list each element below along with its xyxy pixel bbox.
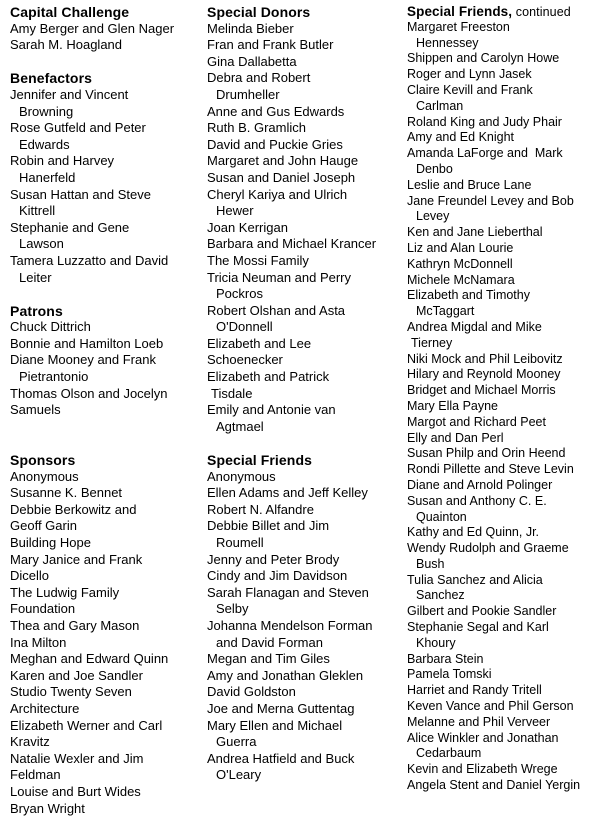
donor-name xyxy=(207,104,405,121)
donor-name-continuation xyxy=(10,270,206,287)
donor-name xyxy=(407,604,601,620)
donor-name-text: Rondi Pillette and Steve Levin xyxy=(407,462,574,477)
donor-name xyxy=(407,130,601,146)
donor-name-text: The Ludwig Family xyxy=(10,584,120,600)
donor-name-text: Robin and Harvey xyxy=(10,153,115,169)
donor-name xyxy=(407,731,601,747)
donor-name-continuation xyxy=(207,601,405,618)
donor-name xyxy=(407,399,601,415)
donor-name xyxy=(207,70,405,87)
donor-name-text: Architecture xyxy=(10,700,80,716)
donor-name xyxy=(407,620,601,636)
donor-name-continuation-text: O'Donnell xyxy=(216,319,273,335)
donor-name-continuation-text: Browning xyxy=(19,103,74,119)
donor-name-continuation xyxy=(207,386,405,403)
donor-name-continuation-text: Kittrell xyxy=(19,203,56,219)
donor-name-continuation xyxy=(407,162,601,178)
donor-name xyxy=(10,336,206,353)
donor-name-text: Meghan and Edward Quinn xyxy=(10,651,169,667)
donor-name-text: Keven Vance and Phil Gerson xyxy=(407,699,574,714)
donor-name-continuation-text: Khoury xyxy=(416,635,456,650)
spacer xyxy=(10,435,206,452)
donor-name-continuation-text: Bush xyxy=(416,556,445,571)
donor-name xyxy=(407,478,601,494)
donor-name-continuation xyxy=(407,304,601,320)
donor-name xyxy=(207,502,405,519)
donor-name-text: Leslie and Bruce Lane xyxy=(407,177,532,192)
donor-name xyxy=(207,187,405,204)
donor-name xyxy=(207,651,405,668)
donor-name xyxy=(207,303,405,320)
donor-name xyxy=(407,83,601,99)
donor-name-text: Stephanie and Gene xyxy=(10,219,130,235)
donor-name-text: Robert N. Alfandre xyxy=(207,501,314,517)
donor-name-text: Thea and Gary Mason xyxy=(10,617,140,633)
donor-name-text: Andrea Migdal and Mike xyxy=(407,319,542,334)
donor-name xyxy=(407,178,601,194)
section-header-text: Capital Challenge xyxy=(10,4,130,20)
donor-name-continuation-text: O'Leary xyxy=(216,767,262,783)
donor-name xyxy=(207,369,405,386)
donor-name xyxy=(10,153,206,170)
donor-name-text: Debbie Billet and Jim xyxy=(207,518,330,534)
donor-name-text: Elizabeth and Patrick xyxy=(207,369,330,385)
spacer xyxy=(10,286,206,303)
donor-name-text: Jane Freundel Levey and Bob xyxy=(407,193,574,208)
spacer xyxy=(10,419,206,436)
donor-name-text: Kathryn McDonnell xyxy=(407,256,513,271)
donor-name xyxy=(407,225,601,241)
donor-name-continuation-text: Carlman xyxy=(416,98,464,113)
donor-name-text: Jennifer and Vincent xyxy=(10,86,129,102)
donor-name-text: Shippen and Carolyn Howe xyxy=(407,51,560,66)
donor-name xyxy=(207,751,405,768)
donor-name-text: Ellen Adams and Jeff Kelley xyxy=(207,485,368,501)
donor-name xyxy=(10,319,206,336)
donor-name xyxy=(407,257,601,273)
donor-name-continuation xyxy=(207,734,405,751)
donor-name xyxy=(407,683,601,699)
donor-name xyxy=(10,502,206,519)
donor-name xyxy=(407,446,601,462)
donor-name-continuation xyxy=(407,636,601,652)
donor-name-text: Andrea Hatfield and Buck xyxy=(207,750,355,766)
donor-name-continuation xyxy=(207,87,405,104)
donor-name-continuation-text: Denbo xyxy=(416,161,453,176)
donor-name xyxy=(10,701,206,718)
donor-name-text: Sarah Flanagan and Steven xyxy=(207,584,369,600)
donor-name-continuation xyxy=(10,137,206,154)
donor-name-continuation-text: Edwards xyxy=(19,136,70,152)
donor-name xyxy=(407,762,601,778)
donor-name xyxy=(207,668,405,685)
donor-name-text: Barbara and Michael Krancer xyxy=(207,236,377,252)
donor-name-text: Niki Mock and Phil Leibovitz xyxy=(407,351,563,366)
donor-name xyxy=(407,525,601,541)
donor-name-continuation-text: McTaggart xyxy=(416,304,475,319)
donor-name-continuation xyxy=(10,104,206,121)
donor-name xyxy=(407,462,601,478)
donor-name-continuation xyxy=(407,99,601,115)
donor-name xyxy=(207,21,405,38)
donor-name-continuation-text: Leiter xyxy=(19,269,52,285)
donor-name-text: Susan Philp and Orin Heend xyxy=(407,446,566,461)
donor-name-continuation xyxy=(10,203,206,220)
donor-name-continuation-text: Quainton xyxy=(416,509,467,524)
donor-name xyxy=(407,541,601,557)
donor-name xyxy=(407,699,601,715)
donor-name-text: Fran and Frank Butler xyxy=(207,37,334,53)
donor-name-text: Geoff Garin xyxy=(10,518,77,534)
donor-name-continuation xyxy=(407,510,601,526)
donor-name-continuation xyxy=(207,767,405,784)
donor-name-text: Anne and Gus Edwards xyxy=(207,103,345,119)
donor-name-text: Sarah M. Hoagland xyxy=(10,37,123,53)
donor-name-text: Stephanie Segal and Karl xyxy=(407,620,549,635)
donor-name-continuation-text: Roumell xyxy=(216,535,264,550)
donor-name-text: Elizabeth and Timothy xyxy=(407,288,530,303)
donor-name-continuation xyxy=(407,209,601,225)
donor-name-text: Melanne and Phil Verveer xyxy=(407,714,551,729)
donor-name-continuation xyxy=(407,36,601,52)
donor-name xyxy=(407,273,601,289)
donor-name-text: Amy Berger and Glen Nager xyxy=(10,20,175,36)
donor-name-continuation-text: Guerra xyxy=(216,734,257,750)
donor-name xyxy=(407,320,601,336)
donor-name xyxy=(407,51,601,67)
donor-name xyxy=(207,469,405,486)
donor-name-text: Samuels xyxy=(10,402,61,418)
donor-name-text: Joe and Merna Guttentag xyxy=(207,700,355,716)
donor-name-text: Debbie Berkowitz and xyxy=(10,501,137,517)
donor-name xyxy=(407,352,601,368)
donor-name-continuation-text: Levey xyxy=(416,209,450,224)
donor-name xyxy=(10,585,206,602)
donor-name-continuation-text: Hewer xyxy=(216,203,254,219)
donor-name-text: Gilbert and Pookie Sandler xyxy=(407,604,557,619)
donor-name xyxy=(407,20,601,36)
section-header xyxy=(407,4,601,20)
donor-name-text: Diane and Arnold Polinger xyxy=(407,477,553,492)
donor-name-text: Robert Olshan and Asta xyxy=(207,302,346,318)
donor-name-text: Melinda Bieber xyxy=(207,20,294,36)
donor-name xyxy=(10,668,206,685)
donor-name xyxy=(207,701,405,718)
donor-name-continuation-text: Hanerfeld xyxy=(19,169,76,185)
donor-name-continuation-text: and David Forman xyxy=(216,634,323,650)
donor-name-text: Foundation xyxy=(10,601,76,617)
donor-name-text: Amanda LaForge and Mark xyxy=(407,146,563,161)
donor-name-text: Margaret Freeston xyxy=(407,19,510,34)
donor-column-3 xyxy=(407,0,601,794)
donor-name xyxy=(207,552,405,569)
donor-name-text: Mary Ellen and Michael xyxy=(207,717,343,733)
donor-name-text: Rose Gutfeld and Peter xyxy=(10,120,146,136)
donor-name xyxy=(207,37,405,54)
donor-name xyxy=(407,383,601,399)
donor-column-1 xyxy=(10,0,206,817)
donor-name-text: Schoenecker xyxy=(207,352,283,368)
donor-name xyxy=(207,684,405,701)
donor-name xyxy=(207,137,405,154)
donor-name-text: Thomas Olson and Jocelyn xyxy=(10,385,168,401)
donor-name xyxy=(407,715,601,731)
donor-name-text: Mary Janice and Frank xyxy=(10,551,143,567)
donor-name-text: Karen and Joe Sandler xyxy=(10,667,143,683)
donor-name-text: Elizabeth Werner and Carl xyxy=(10,717,163,733)
donor-name xyxy=(407,778,601,794)
donor-name-text: Alice Winkler and Jonathan xyxy=(407,730,559,745)
donor-name xyxy=(407,115,601,131)
donor-name xyxy=(407,415,601,431)
donor-name xyxy=(10,187,206,204)
donor-name-text: Bonnie and Hamilton Loeb xyxy=(10,335,164,351)
donor-name-text: Susan Hattan and Steve xyxy=(10,186,151,202)
donor-name xyxy=(10,651,206,668)
donor-name-text: Susan and Daniel Joseph xyxy=(207,169,356,185)
section-header-text: Patrons xyxy=(10,302,63,319)
donor-name xyxy=(10,120,206,137)
donor-name xyxy=(10,734,206,751)
donor-name-text: Kathy and Ed Quinn, Jr. xyxy=(407,525,540,540)
donor-name xyxy=(10,751,206,768)
donor-name xyxy=(407,367,601,383)
section-header-text: Special Friends, xyxy=(407,4,513,19)
donor-name-text: Michele McNamara xyxy=(407,272,515,287)
donor-name-continuation xyxy=(10,236,206,253)
donor-name xyxy=(10,568,206,585)
donor-name xyxy=(10,485,206,502)
donor-name-continuation xyxy=(207,419,405,436)
donor-name-continuation xyxy=(207,319,405,336)
donor-name xyxy=(207,485,405,502)
donor-name xyxy=(10,37,206,54)
donor-name-text: Building Hope xyxy=(10,535,91,550)
donor-name-continuation xyxy=(10,369,206,386)
donor-column-2 xyxy=(207,0,405,784)
donor-name xyxy=(407,67,601,83)
donor-name-text: Roland King and Judy Phair xyxy=(407,114,562,129)
donor-name xyxy=(207,120,405,137)
donor-name-text: Feldman xyxy=(10,767,61,783)
donor-name-text: Ina Milton xyxy=(10,634,67,650)
donor-name-text: Cindy and Jim Davidson xyxy=(207,568,348,584)
donor-name-text: Susanne K. Bennet xyxy=(10,485,123,501)
donor-name xyxy=(10,618,206,635)
section-header-text: Benefactors xyxy=(10,70,93,87)
donor-name-text: Debra and Robert xyxy=(207,70,311,86)
donor-name-text: The Mossi Family xyxy=(207,252,309,268)
donor-name-continuation xyxy=(207,203,405,220)
donor-name xyxy=(207,253,405,270)
donor-name-text: Wendy Rudolph and Graeme xyxy=(407,541,569,556)
donor-name-text: Dicello xyxy=(10,568,50,584)
donor-name-text: Studio Twenty Seven xyxy=(10,684,132,700)
section-header xyxy=(10,303,206,320)
donor-name xyxy=(207,352,405,369)
donor-name-text: Tricia Neuman and Perry xyxy=(207,269,352,285)
donor-name xyxy=(10,220,206,237)
donor-name xyxy=(207,153,405,170)
donor-name xyxy=(10,601,206,618)
donor-name-continuation xyxy=(10,170,206,187)
donor-name-text: Emily and Antonie van xyxy=(207,402,336,418)
donor-name-text: Gina Dallabetta xyxy=(207,53,297,69)
donor-name-continuation-text: Tisdale xyxy=(211,385,253,401)
donor-name-continuation xyxy=(407,336,601,352)
donor-name-text: Megan and Tim Giles xyxy=(207,651,330,667)
donor-name-text: Anonymous xyxy=(10,468,79,484)
donor-name-text: Cheryl Kariya and Ulrich xyxy=(207,186,348,202)
donor-name xyxy=(407,241,601,257)
donor-name-text: Diane Mooney and Frank xyxy=(10,352,156,368)
donor-name-text: Tulia Sanchez and Alicia xyxy=(407,572,543,587)
donor-name xyxy=(10,518,206,535)
donor-name-text: Ruth B. Gramlich xyxy=(207,120,306,136)
section-header-text: Special Donors xyxy=(207,4,311,20)
donor-name xyxy=(10,21,206,38)
donor-name-text: Kravitz xyxy=(10,734,50,750)
donor-name-continuation-text: Drumheller xyxy=(216,86,280,102)
donor-name-continuation-text: Selby xyxy=(216,601,249,617)
donor-name-text: Anonymous xyxy=(207,468,276,484)
donor-name xyxy=(10,402,206,419)
donor-name-text: Claire Kevill and Frank xyxy=(407,82,533,97)
donor-name xyxy=(10,253,206,270)
donor-name-continuation xyxy=(407,746,601,762)
donor-name xyxy=(207,718,405,735)
donor-name xyxy=(10,767,206,784)
donor-name xyxy=(10,635,206,652)
donor-name-continuation-text: Lawson xyxy=(19,236,64,252)
donor-name-text: David Goldston xyxy=(207,684,296,700)
donor-name xyxy=(207,270,405,287)
donor-name-text: Harriet and Randy Tritell xyxy=(407,683,542,698)
section-header xyxy=(10,452,206,469)
donor-name xyxy=(407,146,601,162)
section-header xyxy=(10,4,206,21)
donor-name-text: Susan and Anthony C. E. xyxy=(407,493,547,508)
donor-name-continuation xyxy=(207,635,405,652)
donor-name xyxy=(10,552,206,569)
donor-name-text: Barbara Stein xyxy=(407,651,484,666)
donor-name-text: Hilary and Reynold Mooney xyxy=(407,367,561,382)
donor-name xyxy=(207,585,405,602)
section-header xyxy=(207,4,405,21)
donor-name-text: Amy and Jonathan Gleklen xyxy=(207,667,364,683)
donor-name-text: Ken and Jane Lieberthal xyxy=(407,225,543,240)
donor-name-text: Mary Ella Payne xyxy=(407,398,499,413)
donor-name xyxy=(407,573,601,589)
donor-name-continuation-text: Cedarbaum xyxy=(416,746,482,761)
donor-name-text: Bryan Wright xyxy=(10,800,85,816)
donor-name-continuation xyxy=(407,557,601,573)
donor-name xyxy=(407,288,601,304)
donor-name-text: Louise and Burt Wides xyxy=(10,783,141,799)
donor-name xyxy=(207,618,405,635)
donor-name-text: David and Puckie Gries xyxy=(207,136,343,152)
donor-name-text: Bridget and Michael Morris xyxy=(407,383,556,398)
section-header xyxy=(10,70,206,87)
donor-name xyxy=(407,431,601,447)
donor-name-continuation xyxy=(207,535,405,552)
donor-name-text: Angela Stent and Daniel Yergin xyxy=(407,778,581,793)
donor-name-continuation-text: Pockros xyxy=(216,286,263,302)
section-header-text: Special Friends xyxy=(207,452,312,469)
donor-name xyxy=(207,220,405,237)
donor-name xyxy=(207,170,405,187)
donor-name xyxy=(10,684,206,701)
donor-name xyxy=(10,718,206,735)
donor-name xyxy=(407,667,601,683)
donor-name-text: Roger and Lynn Jasek xyxy=(407,67,532,82)
donor-name-continuation-text: Agtmael xyxy=(216,418,264,434)
donor-name xyxy=(207,402,405,419)
donor-name-continuation-text: Hennessey xyxy=(416,35,479,50)
donor-name-text: Natalie Wexler and Jim xyxy=(10,750,144,766)
donor-name xyxy=(207,54,405,71)
donor-name-text: Elizabeth and Lee xyxy=(207,335,312,351)
donor-name xyxy=(10,386,206,403)
donor-name-text: Margot and Richard Peet xyxy=(407,414,546,429)
donor-name xyxy=(10,801,206,818)
donor-name-text: Pamela Tomski xyxy=(407,667,492,682)
donor-name-text: Johanna Mendelson Forman xyxy=(207,617,373,633)
donor-name-text: Kevin and Elizabeth Wrege xyxy=(407,762,558,777)
donor-name-text: Tamera Luzzatto and David xyxy=(10,252,169,268)
donor-name-text: Margaret and John Hauge xyxy=(207,153,359,169)
donor-name-continuation xyxy=(207,286,405,303)
donor-name-continuation xyxy=(407,588,601,604)
donor-name xyxy=(207,336,405,353)
donor-name-text: Elly and Dan Perl xyxy=(407,430,504,445)
donor-name xyxy=(207,568,405,585)
donor-name-text: Joan Kerrigan xyxy=(207,219,288,235)
donor-name-text: Liz and Alan Lourie xyxy=(407,240,514,255)
donor-name-text: Amy and Ed Knight xyxy=(407,130,515,145)
donor-name xyxy=(207,518,405,535)
donor-name xyxy=(407,194,601,210)
donor-name xyxy=(10,352,206,369)
donor-name-text: Chuck Dittrich xyxy=(10,319,91,335)
donor-name-text: Jenny and Peter Brody xyxy=(207,551,340,567)
spacer xyxy=(10,54,206,71)
spacer xyxy=(207,435,405,452)
donor-name-continuation-text: Sanchez xyxy=(416,588,465,603)
donor-name xyxy=(10,784,206,801)
donor-name xyxy=(207,236,405,253)
donor-name-continuation-text: Tierney xyxy=(411,335,453,350)
donor-name xyxy=(407,494,601,510)
donor-name xyxy=(10,87,206,104)
donor-name xyxy=(10,469,206,486)
donor-name xyxy=(407,652,601,668)
section-header-text: Sponsors xyxy=(10,452,76,469)
section-header xyxy=(207,452,405,469)
donor-name xyxy=(10,535,206,552)
section-header-suffix: continued xyxy=(512,5,571,19)
donor-name-continuation-text: Pietrantonio xyxy=(19,369,89,385)
